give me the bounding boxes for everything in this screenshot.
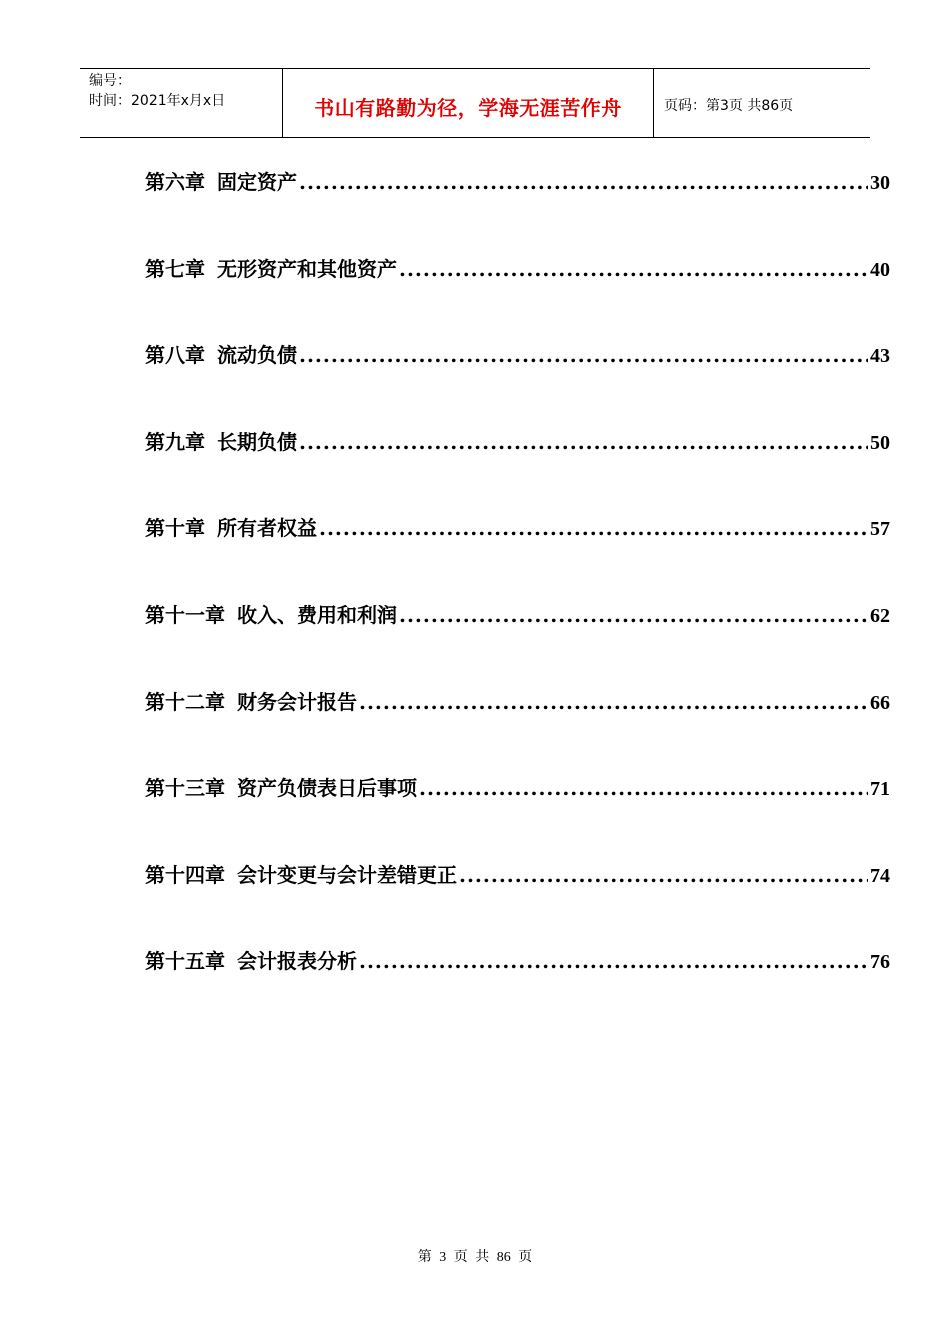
toc-leader-dots <box>299 170 868 194</box>
page-header <box>80 68 870 138</box>
toc-page-number: 57 <box>870 518 890 541</box>
toc-entry[interactable] <box>145 772 890 859</box>
toc-page-number: 71 <box>870 778 890 801</box>
toc-title: 长期负债 <box>217 429 297 454</box>
toc-entry[interactable] <box>145 253 890 340</box>
toc-title: 固定资产 <box>217 170 297 194</box>
toc-page-number: 43 <box>870 345 890 368</box>
document-number-label: 编号： <box>89 73 131 89</box>
toc-leader-dots <box>319 516 868 540</box>
header-meta <box>80 69 282 137</box>
toc-chapter: 第六章 <box>145 170 205 194</box>
toc-title: 所有者权益 <box>217 516 317 541</box>
toc-leader-dots <box>459 863 868 887</box>
toc-leader-dots <box>359 690 868 714</box>
toc-title: 会计报表分析 <box>237 949 357 974</box>
toc-page-number: 50 <box>870 431 890 454</box>
toc-title: 收入、费用和利润 <box>237 602 397 627</box>
toc-chapter: 第八章 <box>145 343 205 368</box>
toc-chapter: 第九章 <box>145 429 205 454</box>
toc-chapter: 第十一章 <box>145 602 225 627</box>
toc-page-number: 76 <box>870 951 890 974</box>
toc-leader-dots <box>299 343 868 367</box>
toc-page-number: 74 <box>870 864 890 887</box>
toc-leader-dots <box>299 430 868 454</box>
toc-title: 会计变更与会计差错更正 <box>237 862 457 887</box>
toc-page-number: 62 <box>870 604 890 627</box>
toc-entry[interactable] <box>145 945 890 1032</box>
toc-entry[interactable] <box>145 512 890 599</box>
toc-leader-dots <box>359 949 868 973</box>
toc-page-number: 40 <box>870 258 890 281</box>
header-page-info: 页码：第3页 共86页 <box>664 98 794 114</box>
toc-entry[interactable] <box>145 339 890 426</box>
toc-chapter: 第十四章 <box>145 862 225 887</box>
document-time-label: 时间：2021年x月x日 <box>89 93 226 109</box>
toc-chapter: 第十五章 <box>145 949 225 974</box>
toc-entry[interactable] <box>145 599 890 686</box>
toc-entry[interactable] <box>145 166 890 253</box>
toc-chapter: 第十二章 <box>145 689 225 714</box>
toc-chapter: 第十三章 <box>145 776 225 801</box>
toc-chapter: 第七章 <box>145 256 205 281</box>
header-motto: 书山有路勤为径，学海无涯苦作舟 <box>314 95 622 120</box>
header-motto-cell <box>282 69 654 137</box>
header-page-cell <box>654 69 870 137</box>
toc-entry[interactable] <box>145 859 890 946</box>
toc-leader-dots <box>419 776 868 800</box>
toc-title: 财务会计报告 <box>237 689 357 714</box>
toc-title: 流动负债 <box>217 343 297 368</box>
toc-leader-dots <box>399 257 868 281</box>
toc-page-number: 30 <box>870 172 890 194</box>
toc-page-number: 66 <box>870 691 890 714</box>
page-footer: 第 3 页 共 86 页 <box>417 1250 533 1265</box>
toc-title: 无形资产和其他资产 <box>217 256 397 281</box>
toc-entry[interactable] <box>145 426 890 513</box>
toc-chapter: 第十章 <box>145 516 205 541</box>
table-of-contents <box>145 166 890 1032</box>
toc-leader-dots <box>399 603 868 627</box>
toc-entry[interactable] <box>145 686 890 773</box>
toc-title: 资产负债表日后事项 <box>237 776 417 801</box>
